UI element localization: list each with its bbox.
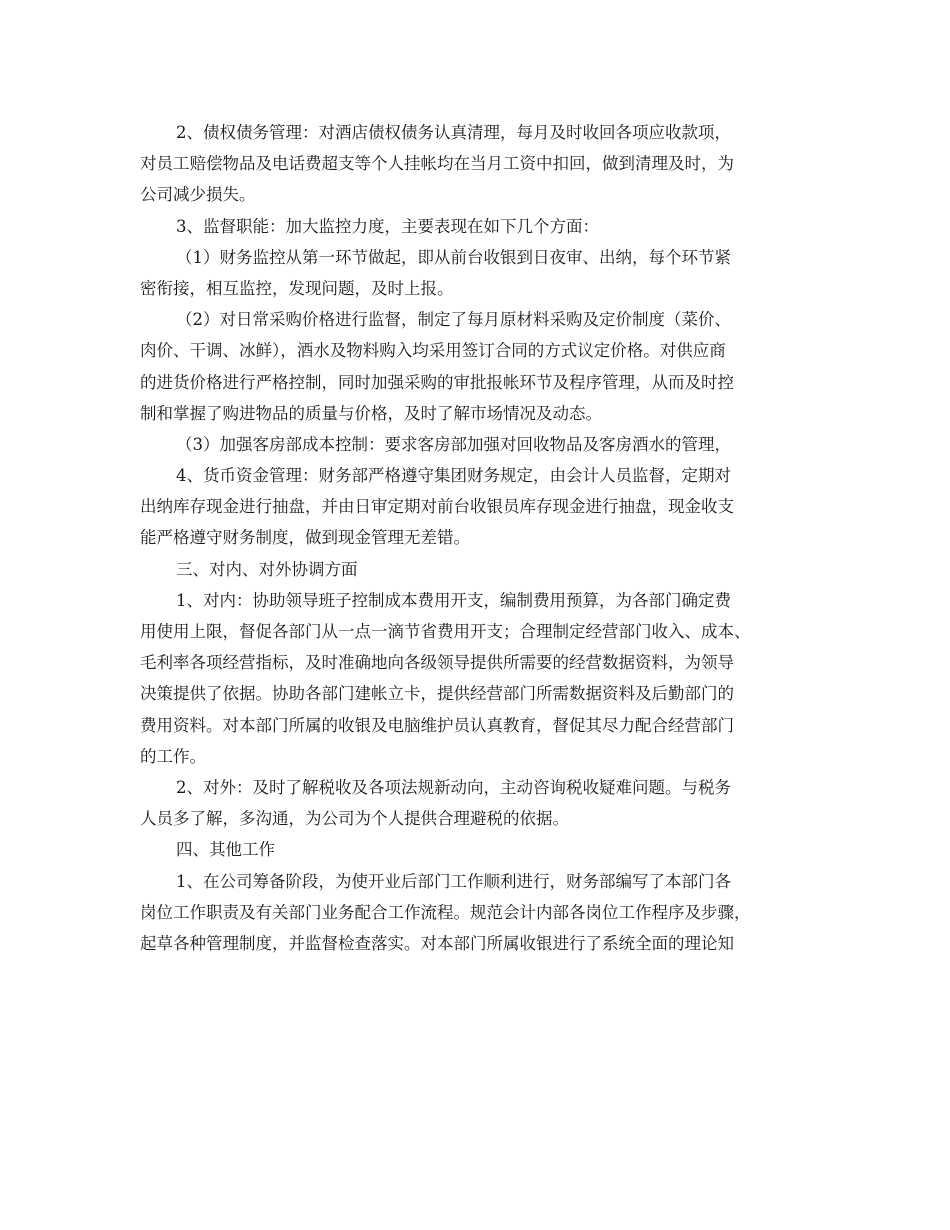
paragraph-line: 2、对外：及时了解税收及各项法规新动向，主动咨询税收疑难问题。与税务 xyxy=(176,777,731,797)
paragraph-line: 4、货币资金管理：财务部严格遵守集团财务规定，由会计人员监督，定期对 xyxy=(176,466,731,486)
paragraph-line: 决策提供了依据。协助各部门建帐立卡，提供经营部门所需数据资料及后勤部门的 xyxy=(140,684,734,704)
paragraph-line: 用使用上限，督促各部门从一点一滴节省费用开支；合理制定经营部门收入、成本、 xyxy=(140,622,751,641)
paragraph-line: 费用资料。对本部门所属的收银及电脑维护员认真教育，督促其尽力配合经营部门 xyxy=(140,715,734,735)
paragraph-line: （1）财务监控从第一环节做起，即从前台收银到日夜审、出纳，每个环节紧 xyxy=(176,247,731,267)
section-heading: 四、其他工作 xyxy=(176,840,275,860)
paragraph-line: （2）对日常采购价格进行监督，制定了每月原材料采购及定价制度（菜价、 xyxy=(176,310,731,330)
paragraph-line: 1、在公司筹备阶段，为使开业后部门工作顺利进行，财务部编写了本部门各 xyxy=(176,871,731,891)
paragraph-line: 出纳库存现金进行抽盘，并由日审定期对前台收银员库存现金进行抽盘，现金收支 xyxy=(140,497,734,517)
paragraph-line: 人员多了解，多沟通，为公司为个人提供合理避税的依据。 xyxy=(140,809,569,829)
paragraph-line: 对员工赔偿物品及电话费超支等个人挂帐均在当月工资中扣回，做到清理及时，为 xyxy=(140,154,734,174)
paragraph-line: 制和掌握了购进物品的质量与价格，及时了解市场情况及动态。 xyxy=(140,403,602,423)
paragraph-line: 密衔接，相互监控，发现问题，及时上报。 xyxy=(140,278,454,298)
section-heading: 三、对内、对外协调方面 xyxy=(176,559,358,579)
paragraph-line: 肉价、干调、冰鲜），酒水及物料购入均采用签订合同的方式议定价格。对供应商 xyxy=(140,341,726,361)
paragraph-line: 毛利率各项经营指标，及时准确地向各级领导提供所需要的经营数据资料，为领导 xyxy=(140,653,734,673)
paragraph-line: 的进货价格进行严格控制，同时加强采购的审批报帐环节及程序管理，从而及时控 xyxy=(140,372,734,392)
paragraph-line: 的工作。 xyxy=(140,746,206,766)
paragraph-line: 1、对内：协助领导班子控制成本费用开支，编制费用预算，为各部门确定费 xyxy=(176,590,731,610)
paragraph-line: 能严格遵守财务制度，做到现金管理无差错。 xyxy=(140,528,470,548)
paragraph-line: 岗位工作职责及有关部门业务配合工作流程。规范会计内部各岗位工作程序及步骤， xyxy=(140,902,751,922)
paragraph-line: （3）加强客房部成本控制：要求客房部加强对回收物品及客房酒水的管理， xyxy=(176,434,731,454)
paragraph-line: 2、债权债务管理：对酒店债权债务认真清理，每月及时收回各项应收款项， xyxy=(176,123,731,142)
document-body xyxy=(140,117,830,959)
paragraph-line: 3、监督职能：加大监控力度，主要表现在如下几个方面： xyxy=(176,216,599,236)
paragraph-line: 公司减少损失。 xyxy=(140,185,256,205)
paragraph-line: 起草各种管理制度，并监督检查落实。对本部门所属收银进行了系统全面的理论知 xyxy=(140,933,734,953)
